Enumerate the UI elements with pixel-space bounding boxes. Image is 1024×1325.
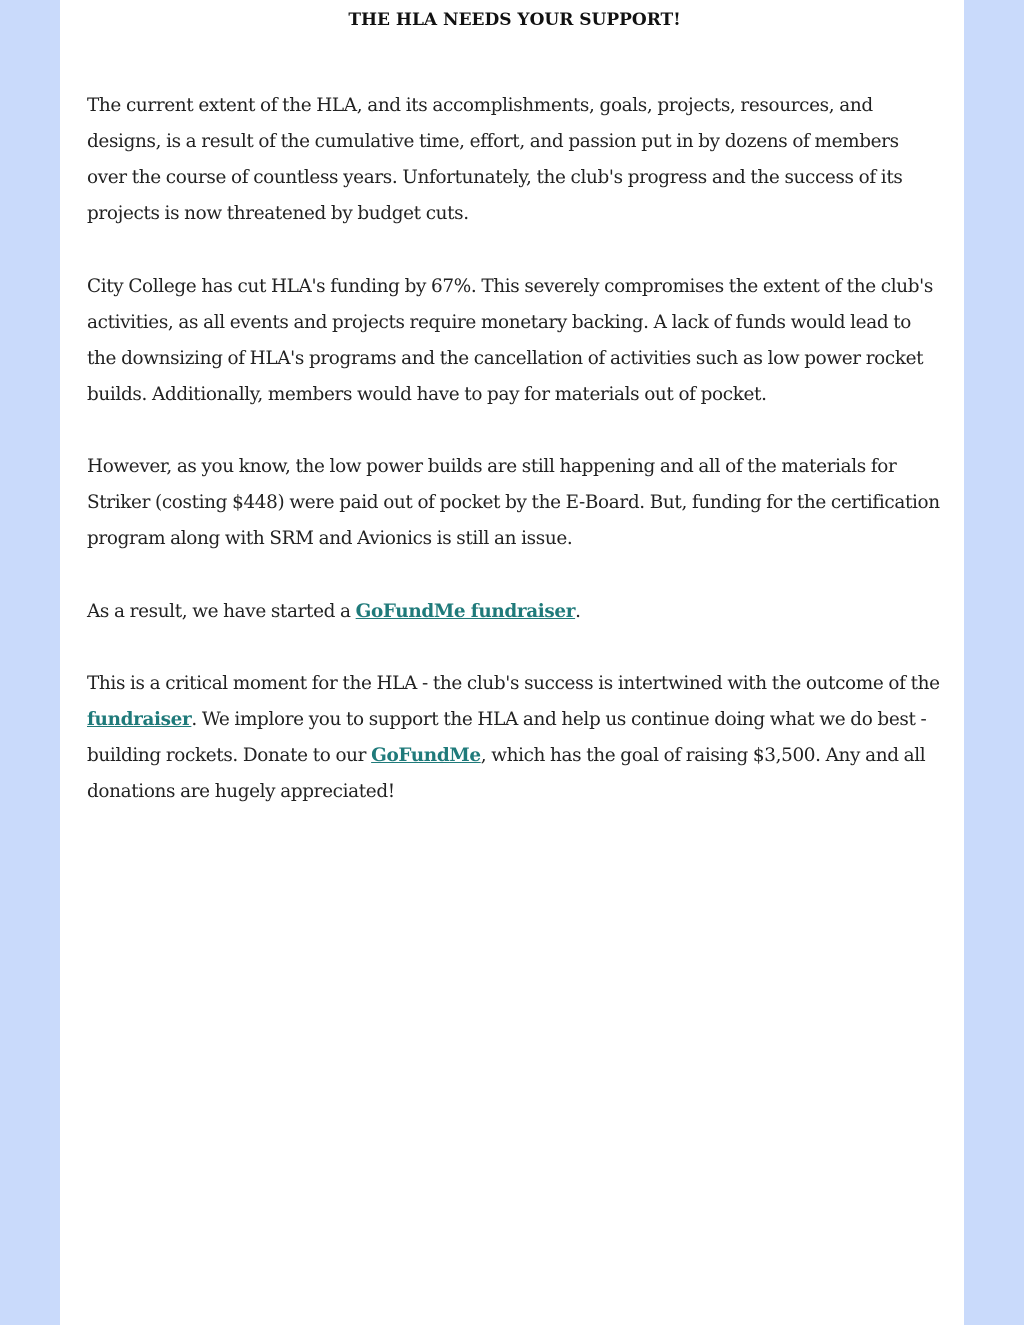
gofundme-link[interactable]: GoFundMe <box>371 745 481 766</box>
page-title: THE HLA NEEDS YOUR SUPPORT! <box>348 10 681 30</box>
paragraph-history: The current extent of the HLA, and its accomplishments, goals, projects, resources, and designs, is a result of the cumulative time, effort, and passion put in by dozens of members over the course of countless years. Unfortunately, the club's progress and the success of its projects is now threatened by budget cuts. <box>87 95 903 224</box>
text-segment: . We implore you to support the HLA and help us continue doing what we do best - building rockets. Donate to our <box>87 709 927 766</box>
text-segment: This is a critical moment for the HLA - the club's success is intertwined with the outcome of the <box>87 673 940 694</box>
paragraph-budget-cut: City College has cut HLA's funding by 67%. This severely compromises the extent of the club's activities, as all events and projects require monetary backing. A lack of funds would lead to the downsizing of HLA's programs and the cancellation of activities such as low power rocket builds. Additionally, members would have to pay for materials out of pocket. <box>87 276 933 405</box>
fundraiser-link[interactable]: fundraiser <box>87 709 192 730</box>
text-segment: . <box>575 601 581 622</box>
email-content <box>87 0 942 802</box>
gofundme-fundraiser-link[interactable]: GoFundMe fundraiser <box>355 601 576 622</box>
paragraph-fundraiser-started <box>87 594 942 630</box>
paragraph-striker-costs: However, as you know, the low power builds are still happening and all of the materials for Striker (costing $448) were paid out of pocket by the E-Board. But, funding for the certification program along with SRM and Avionics is still an issue. <box>87 456 940 549</box>
text-segment: As a result, we have started a <box>87 601 356 622</box>
text-segment: , which has the goal of raising $3,500. Any and all donations are hugely appreciated! <box>87 745 926 802</box>
paragraph-donate-appeal <box>87 666 942 810</box>
email-page <box>60 0 964 1325</box>
